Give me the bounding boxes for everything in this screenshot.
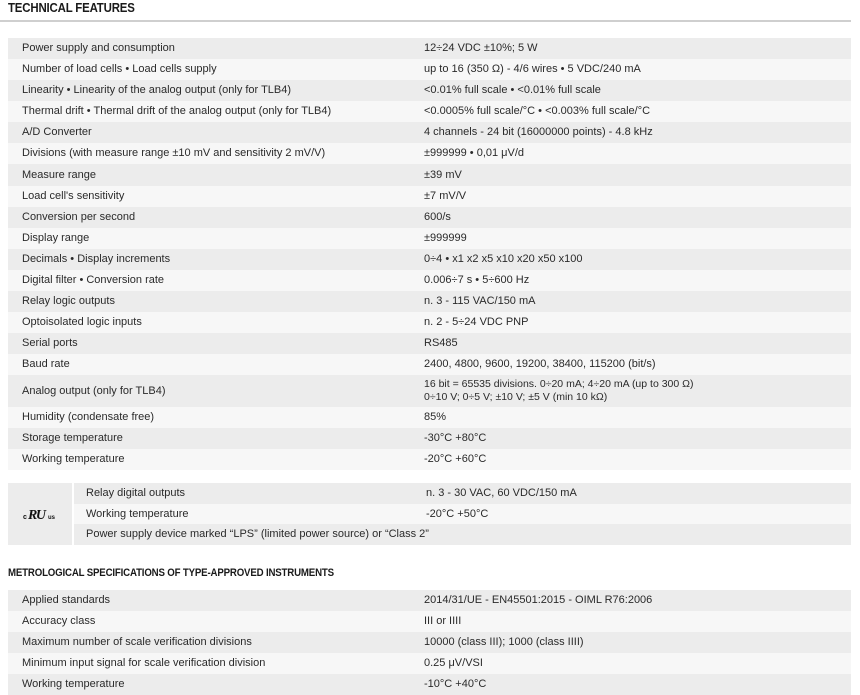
table-row: [8, 291, 851, 312]
metrological-table: [8, 590, 851, 695]
table-row: [8, 207, 851, 228]
spec-label: Accuracy class: [8, 611, 421, 632]
spec-value: ±999999 • 0,01 μV/d: [421, 143, 851, 164]
spec-label: Working temperature: [74, 504, 423, 525]
table-row: [8, 270, 851, 291]
spec-label: A/D Converter: [8, 122, 421, 143]
spec-value: -30°C +80°C: [421, 428, 851, 449]
spec-value: n. 2 - 5÷24 VDC PNP: [421, 312, 851, 333]
spec-value: ±999999: [421, 228, 851, 249]
table-row: [8, 122, 851, 143]
ul-logo-c: c: [23, 514, 27, 521]
table-row: [8, 59, 851, 80]
spec-value: 0÷4 • x1 x2 x5 x10 x20 x50 x100: [421, 249, 851, 270]
spec-label: Measure range: [8, 164, 421, 185]
spec-label: Optoisolated logic inputs: [8, 312, 421, 333]
technical-features-title: TECHNICAL FEATURES: [8, 0, 135, 15]
spec-label: Serial ports: [8, 333, 421, 354]
table-row: [8, 101, 851, 122]
spec-value: 0.25 μV/VSI: [421, 653, 851, 674]
spec-label: Decimals • Display increments: [8, 249, 421, 270]
spec-label: Working temperature: [8, 449, 421, 470]
spec-value: -10°C +40°C: [421, 674, 851, 695]
ul-certification-block: [8, 483, 851, 545]
spec-label: Power supply and consumption: [8, 38, 421, 59]
spec-label: Applied standards: [8, 590, 421, 611]
table-row: [8, 674, 851, 695]
spec-label: Linearity • Linearity of the analog output (only for TLB4): [8, 80, 421, 101]
spec-value: <0.01% full scale • <0.01% full scale: [421, 80, 851, 101]
spec-value: -20°C +60°C: [421, 449, 851, 470]
spec-label: Working temperature: [8, 674, 421, 695]
table-row: [8, 653, 851, 674]
ul-logo-us: us: [48, 515, 56, 521]
metrological-title: METROLOGICAL SPECIFICATIONS OF TYPE-APPROVED INSTRUMENTS: [8, 567, 334, 579]
spec-label: Minimum input signal for scale verification division: [8, 653, 421, 674]
spec-value-line: 16 bit = 65535 divisions. 0÷20 mA; 4÷20 mA (up to 300 Ω): [424, 378, 694, 391]
table-row: [8, 228, 851, 249]
spec-value: n. 3 - 115 VAC/150 mA: [421, 291, 851, 312]
table-row: [8, 249, 851, 270]
spec-label: Display range: [8, 228, 421, 249]
spec-label: Digital filter • Conversion rate: [8, 270, 421, 291]
spec-value: III or IIII: [421, 611, 851, 632]
spec-note: Power supply device marked “LPS” (limited power source) or “Class 2”: [74, 524, 851, 545]
table-row: [8, 38, 851, 59]
spec-value: ±39 mV: [421, 164, 851, 185]
table-row: [8, 186, 851, 207]
table-row: [74, 483, 851, 504]
spec-label: Divisions (with measure range ±10 mV and sensitivity 2 mV/V): [8, 143, 421, 164]
table-row: [8, 407, 851, 428]
table-row: [74, 524, 851, 545]
spec-label: Relay logic outputs: [8, 291, 421, 312]
table-row: [8, 449, 851, 470]
spec-label: Storage temperature: [8, 428, 421, 449]
table-row: [8, 312, 851, 333]
spec-label: Analog output (only for TLB4): [8, 375, 421, 407]
spec-label: Relay digital outputs: [74, 483, 423, 504]
spec-value: 85%: [421, 407, 851, 428]
spec-label: Load cell's sensitivity: [8, 186, 421, 207]
spec-value: [421, 375, 851, 407]
table-row: [8, 632, 851, 653]
ul-logo-main: RU: [28, 508, 45, 523]
spec-label: Thermal drift • Thermal drift of the analog output (only for TLB4): [8, 101, 421, 122]
table-row: [74, 504, 851, 525]
spec-label: Number of load cells • Load cells supply: [8, 59, 421, 80]
spec-value: RS485: [421, 333, 851, 354]
table-row: [8, 590, 851, 611]
table-row: [8, 80, 851, 101]
spec-value: 10000 (class III); 1000 (class IIII): [421, 632, 851, 653]
spec-value: 2014/31/UE - EN45501:2015 - OIML R76:2006: [421, 590, 851, 611]
title-divider: [0, 20, 851, 22]
spec-value: <0.0005% full scale/°C • <0.003% full scale/°C: [421, 101, 851, 122]
table-row: [8, 375, 851, 407]
table-row: [8, 354, 851, 375]
ul-logo: [8, 483, 72, 545]
spec-value: 0.006÷7 s • 5÷600 Hz: [421, 270, 851, 291]
table-row: [8, 164, 851, 185]
table-row: [8, 428, 851, 449]
spec-label: Humidity (condensate free): [8, 407, 421, 428]
spec-value: up to 16 (350 Ω) - 4/6 wires • 5 VDC/240 mA: [421, 59, 851, 80]
spec-label: Conversion per second: [8, 207, 421, 228]
spec-value: n. 3 - 30 VAC, 60 VDC/150 mA: [423, 483, 851, 504]
spec-value: 4 channels - 24 bit (16000000 points) - 4.8 kHz: [421, 122, 851, 143]
spec-value: 2400, 4800, 9600, 19200, 38400, 115200 (bit/s): [421, 354, 851, 375]
spec-value: ±7 mV/V: [421, 186, 851, 207]
spec-value-line: 0÷10 V; 0÷5 V; ±10 V; ±5 V (min 10 kΩ): [424, 391, 608, 404]
table-row: [8, 143, 851, 164]
table-row: [8, 333, 851, 354]
ul-recognized-icon: [21, 504, 59, 524]
table-row: [8, 611, 851, 632]
spec-value: 600/s: [421, 207, 851, 228]
spec-value: 12÷24 VDC ±10%; 5 W: [421, 38, 851, 59]
spec-label: Baud rate: [8, 354, 421, 375]
ul-specs-table: [74, 483, 851, 545]
spec-value: -20°C +50°C: [423, 504, 851, 525]
spec-label: Maximum number of scale verification divisions: [8, 632, 421, 653]
technical-features-table: [8, 38, 851, 470]
